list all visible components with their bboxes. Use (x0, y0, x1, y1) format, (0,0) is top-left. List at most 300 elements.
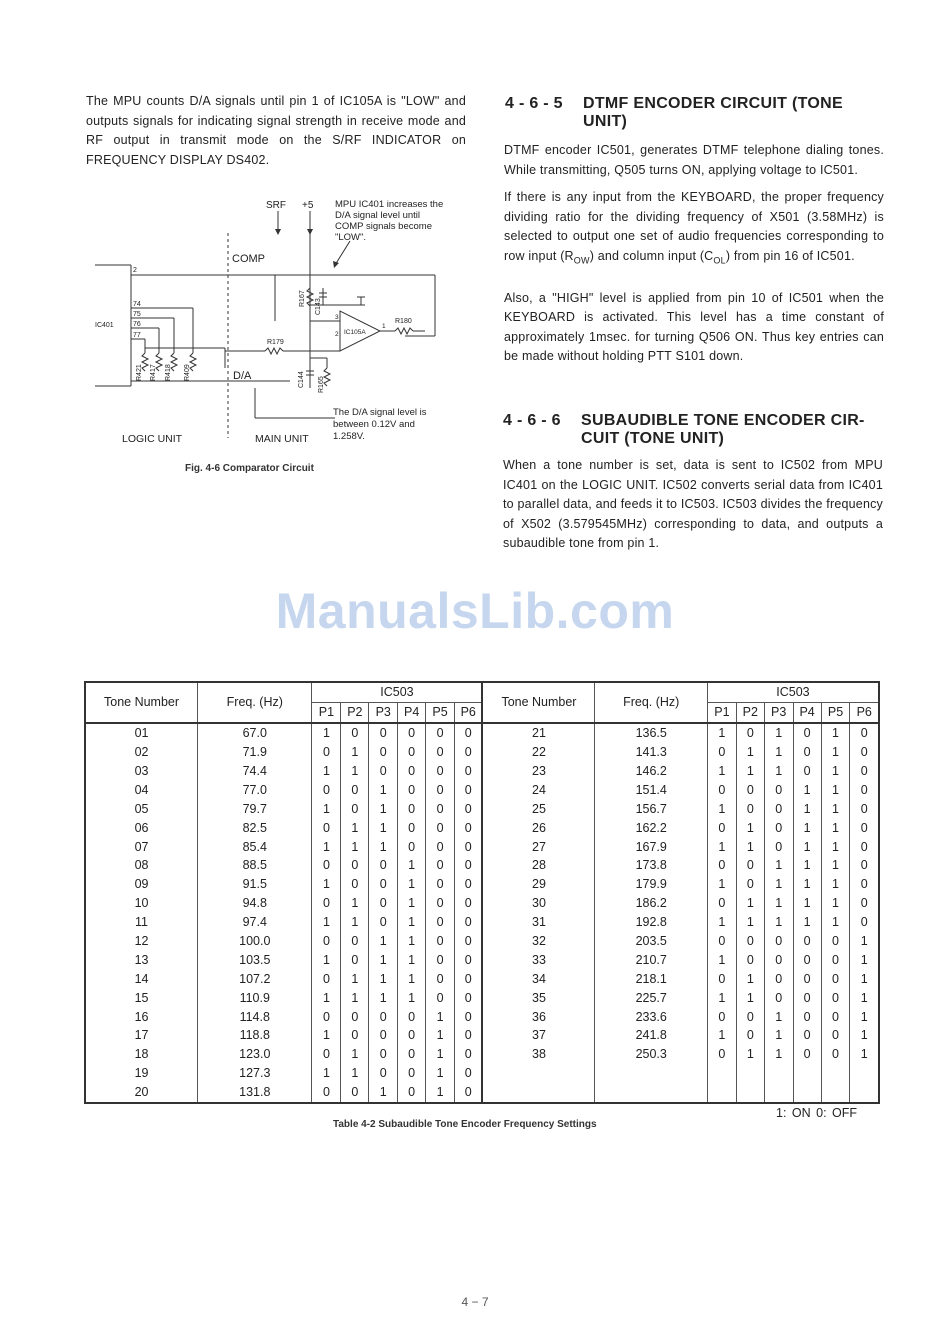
pin-cell: 0 (707, 780, 736, 799)
tone-number-cell: 33 (482, 950, 595, 969)
comparator-circuit-diagram (95, 193, 475, 458)
pin-cell: 0 (707, 743, 736, 762)
pin-cell: 0 (455, 875, 483, 894)
pin-cell: 0 (369, 1045, 398, 1064)
tone-number-cell: 05 (85, 799, 198, 818)
pin-cell: 1 (398, 950, 426, 969)
pin-cell: 1 (341, 818, 369, 837)
pin-cell (764, 1083, 793, 1103)
section-4-6-5-title-line2: UNIT) (583, 113, 628, 130)
pin-cell: 0 (736, 780, 764, 799)
pin-cell: 0 (398, 1064, 426, 1083)
pin-cell: 1 (793, 837, 821, 856)
freq-cell: 123.0 (198, 1045, 312, 1064)
pin-cell: 1 (398, 913, 426, 932)
freq-cell (595, 1064, 707, 1083)
tone-number-cell: 18 (85, 1045, 198, 1064)
tone-number-cell: 02 (85, 743, 198, 762)
pin-cell: 0 (793, 969, 821, 988)
table-row (85, 1064, 879, 1083)
pin-cell: 0 (312, 969, 341, 988)
pin-cell: 1 (821, 762, 850, 781)
pin-cell: 0 (341, 1083, 369, 1103)
tone-number-cell: 23 (482, 762, 595, 781)
freq-cell: 131.8 (198, 1083, 312, 1103)
tone-number-cell: 29 (482, 875, 595, 894)
pin-cell: 1 (850, 1045, 879, 1064)
pin-cell: 1 (369, 799, 398, 818)
pin-cell: 0 (455, 762, 483, 781)
pin-cell: 0 (707, 818, 736, 837)
pin-cell: 1 (426, 1064, 455, 1083)
pin-cell: 1 (707, 723, 736, 743)
opamp-pin2-label: 2 (335, 331, 339, 338)
watermark: ManualsLib.com (275, 583, 675, 639)
tone-number-cell: 06 (85, 818, 198, 837)
dtmf-p2-mid: ) and column input (C (589, 248, 714, 263)
pin-cell: 1 (821, 875, 850, 894)
freq-cell: 179.9 (595, 875, 707, 894)
tone-number-cell: 22 (482, 743, 595, 762)
r167-label: R167 (299, 290, 306, 307)
pin-cell: 0 (398, 743, 426, 762)
pin-cell: 0 (341, 799, 369, 818)
pin-cell: 1 (312, 950, 341, 969)
pin-cell: 1 (707, 988, 736, 1007)
pin-cell: 1 (793, 913, 821, 932)
pin-cell: 0 (736, 875, 764, 894)
pin-cell: 1 (341, 762, 369, 781)
pin-cell: 1 (312, 988, 341, 1007)
pin-cell: 1 (736, 969, 764, 988)
pin-cell: 0 (426, 856, 455, 875)
logic-unit-label: LOGIC UNIT (122, 433, 183, 445)
pin-cell: 0 (850, 723, 879, 743)
pin-cell: 0 (707, 1045, 736, 1064)
pin-cell: 1 (369, 950, 398, 969)
tone-number-cell: 26 (482, 818, 595, 837)
pin-cell: 1 (341, 894, 369, 913)
header-tone-number: Tone Number (85, 682, 198, 723)
pin-cell: 1 (793, 856, 821, 875)
pin-cell: 0 (793, 743, 821, 762)
pin-cell: 1 (793, 780, 821, 799)
pin-cell: 0 (455, 1064, 483, 1083)
pin-cell: 0 (426, 799, 455, 818)
freq-cell: 218.1 (595, 969, 707, 988)
pin-cell: 0 (736, 1026, 764, 1045)
pin-cell: 1 (398, 988, 426, 1007)
section-4-6-6-number: 4 - 6 - 6 (503, 412, 561, 429)
pin-77-label: 77 (133, 332, 141, 339)
header-freq-right: Freq. (Hz) (595, 682, 707, 723)
pin-cell: 0 (398, 1026, 426, 1045)
tone-table-body (85, 723, 879, 1103)
tone-number-cell: 37 (482, 1026, 595, 1045)
pin-cell: 1 (821, 780, 850, 799)
pin-cell: 0 (455, 799, 483, 818)
pin-cell: 1 (707, 875, 736, 894)
pin-cell: 1 (793, 894, 821, 913)
freq-cell: 71.9 (198, 743, 312, 762)
tone-number-cell (482, 1064, 595, 1083)
pin-cell: 1 (821, 856, 850, 875)
pin-cell: 0 (426, 988, 455, 1007)
freq-cell: 94.8 (198, 894, 312, 913)
freq-cell: 79.7 (198, 799, 312, 818)
pin-cell: 0 (341, 1007, 369, 1026)
pin-cell: 0 (398, 762, 426, 781)
table-row (85, 762, 879, 781)
pin-cell: 0 (426, 894, 455, 913)
pin-cell: 1 (369, 818, 398, 837)
mpu-note-1: MPU IC401 increases the (335, 199, 444, 210)
pin-cell: 1 (850, 969, 879, 988)
pin-cell: 0 (736, 1007, 764, 1026)
pin-cell: 1 (369, 780, 398, 799)
freq-cell: 67.0 (198, 723, 312, 743)
pin-cell: 1 (398, 969, 426, 988)
da-note-1: The D/A signal level is (333, 407, 427, 418)
pin-cell: 0 (707, 856, 736, 875)
pin-cell: 1 (312, 875, 341, 894)
pin-cell: 0 (764, 799, 793, 818)
tone-number-cell: 11 (85, 913, 198, 932)
freq-cell: 100.0 (198, 932, 312, 951)
pin-cell: 1 (312, 799, 341, 818)
tone-number-cell: 14 (85, 969, 198, 988)
header-p6-right: P6 (850, 702, 879, 722)
opamp-pin1-label: 1 (382, 323, 386, 330)
pin-cell: 0 (341, 780, 369, 799)
pin-cell: 0 (369, 723, 398, 743)
pin-cell: 0 (850, 894, 879, 913)
table-row (85, 799, 879, 818)
freq-cell: 186.2 (595, 894, 707, 913)
pin-cell: 0 (455, 743, 483, 762)
section-4-6-5-title-line1: DTMF ENCODER CIRCUIT (TONE (583, 95, 843, 112)
table-row (85, 988, 879, 1007)
main-unit-label: MAIN UNIT (255, 433, 309, 445)
ic401-label: IC401 (95, 322, 114, 329)
section-4-6-6-title-line1: SUBAUDIBLE TONE ENCODER CIR- (581, 412, 865, 429)
section-4-6-5-heading (505, 95, 885, 131)
pin-cell: 0 (455, 1083, 483, 1103)
tone-number-cell: 16 (85, 1007, 198, 1026)
pin-cell: 1 (341, 969, 369, 988)
tone-number-cell: 21 (482, 723, 595, 743)
pin-cell: 0 (736, 856, 764, 875)
table-row (85, 723, 879, 743)
pin-cell: 1 (312, 1026, 341, 1045)
pin-cell: 1 (793, 799, 821, 818)
pin-cell: 1 (821, 913, 850, 932)
pin-cell: 0 (341, 950, 369, 969)
pin-cell: 0 (369, 1007, 398, 1026)
pin-cell: 0 (426, 932, 455, 951)
section-4-6-5-number: 4 - 6 - 5 (505, 95, 563, 112)
pin-cell: 0 (455, 1007, 483, 1026)
pin-cell: 1 (341, 913, 369, 932)
tone-number-cell: 19 (85, 1064, 198, 1083)
pin-cell: 0 (793, 950, 821, 969)
header-ic503-right: IC503 (707, 682, 879, 702)
pin-cell: 0 (341, 1026, 369, 1045)
pin-cell: 0 (398, 1083, 426, 1103)
freq-cell (595, 1083, 707, 1103)
table-row (85, 780, 879, 799)
pin-cell: 1 (793, 875, 821, 894)
pin-cell: 0 (312, 818, 341, 837)
pin-cell: 1 (398, 932, 426, 951)
pin-cell: 1 (764, 1026, 793, 1045)
pin-cell (793, 1064, 821, 1083)
r409-label: R409 (184, 364, 191, 381)
tone-number-cell: 03 (85, 762, 198, 781)
header-tone-number-right: Tone Number (482, 682, 595, 723)
pin-cell: 1 (707, 799, 736, 818)
tone-number-cell: 34 (482, 969, 595, 988)
freq-cell: 192.8 (595, 913, 707, 932)
pin-cell: 0 (850, 799, 879, 818)
freq-cell: 141.3 (595, 743, 707, 762)
pin-cell: 0 (369, 762, 398, 781)
pin-75-label: 75 (133, 311, 141, 318)
r421-label: R421 (136, 364, 143, 381)
pin-cell: 0 (426, 837, 455, 856)
tone-number-cell: 17 (85, 1026, 198, 1045)
pin-cell: 0 (850, 875, 879, 894)
pin-cell: 0 (455, 780, 483, 799)
freq-cell: 127.3 (198, 1064, 312, 1083)
header-ic503: IC503 (312, 682, 482, 702)
pin-cell: 0 (426, 780, 455, 799)
section-4-6-6-body: When a tone number is set, data is sent to IC502 from MPU IC401 on the LOGIC UNIT. IC502 converts serial data from IC401 to parallel data, and feeds it to IC503. IC503 divides the frequency of X502 (3.579545MHz) corresponding to data, and outputs a subaudible tone from pin 1. (503, 458, 883, 550)
pin-cell: 0 (764, 950, 793, 969)
freq-cell: 162.2 (595, 818, 707, 837)
pin-cell: 0 (455, 1045, 483, 1064)
pin-cell: 1 (764, 1007, 793, 1026)
tone-frequency-table (84, 681, 880, 1104)
pin-cell (821, 1083, 850, 1103)
pin-cell: 1 (736, 743, 764, 762)
table-row (85, 743, 879, 762)
pin-cell: 1 (369, 969, 398, 988)
pin-cell: 0 (312, 1007, 341, 1026)
freq-cell: 85.4 (198, 837, 312, 856)
table-row (85, 875, 879, 894)
figure-caption: Fig. 4-6 Comparator Circuit (185, 463, 314, 474)
pin-cell: 0 (398, 818, 426, 837)
pin-cell (821, 1064, 850, 1083)
pin-cell: 1 (736, 894, 764, 913)
pin-cell: 0 (764, 932, 793, 951)
pin-cell: 0 (764, 988, 793, 1007)
tone-number-cell: 35 (482, 988, 595, 1007)
pin-cell: 1 (736, 762, 764, 781)
table-row (85, 1026, 879, 1045)
table-row (85, 969, 879, 988)
pin-cell: 1 (736, 818, 764, 837)
pin-cell: 0 (426, 950, 455, 969)
pin-cell: 0 (821, 950, 850, 969)
pin-cell: 0 (398, 1007, 426, 1026)
header-p2-right: P2 (736, 702, 764, 722)
pin-cell: 0 (850, 913, 879, 932)
tone-number-cell: 13 (85, 950, 198, 969)
header-p4-right: P4 (793, 702, 821, 722)
pin-cell: 0 (707, 932, 736, 951)
tone-number-cell: 25 (482, 799, 595, 818)
pin-cell: 0 (455, 723, 483, 743)
pin-cell: 1 (821, 743, 850, 762)
pin-cell: 0 (793, 1045, 821, 1064)
pin-cell: 1 (398, 875, 426, 894)
pin-cell: 1 (736, 837, 764, 856)
pin-cell: 1 (312, 913, 341, 932)
pin-cell: 0 (426, 969, 455, 988)
pin-cell: 1 (341, 988, 369, 1007)
pin-cell: 1 (312, 837, 341, 856)
table-row (85, 856, 879, 875)
tone-number-cell: 12 (85, 932, 198, 951)
dtmf-p2-sub-col: OL (713, 255, 726, 265)
header-p5: P5 (426, 702, 455, 722)
pin-cell: 0 (312, 1083, 341, 1103)
pin-cell: 1 (312, 762, 341, 781)
pin-cell: 0 (764, 837, 793, 856)
legend: 1: ON 0: OFF (776, 1106, 858, 1120)
pin-cell: 0 (455, 818, 483, 837)
pin-cell: 0 (341, 875, 369, 894)
opamp-pin3-label: 3 (335, 314, 339, 321)
freq-cell: 225.7 (595, 988, 707, 1007)
pin-cell: 1 (426, 1026, 455, 1045)
pin-cell: 0 (312, 894, 341, 913)
header-p3-right: P3 (764, 702, 793, 722)
header-p1-right: P1 (707, 702, 736, 722)
pin-cell: 1 (850, 950, 879, 969)
pin-cell (850, 1083, 879, 1103)
tone-number-cell: 07 (85, 837, 198, 856)
pin-cell: 0 (426, 875, 455, 894)
header-p1: P1 (312, 702, 341, 722)
freq-cell: 146.2 (595, 762, 707, 781)
pin-cell (793, 1083, 821, 1103)
pin-cell: 0 (850, 837, 879, 856)
header-p4: P4 (398, 702, 426, 722)
c144-label: C144 (298, 371, 305, 388)
pin-cell: 0 (821, 969, 850, 988)
pin-cell: 0 (821, 932, 850, 951)
pin-cell: 0 (821, 1007, 850, 1026)
pin-cell: 1 (707, 950, 736, 969)
pin-cell: 0 (341, 932, 369, 951)
pin-cell: 0 (793, 1007, 821, 1026)
table-row (85, 837, 879, 856)
r180-label: R180 (395, 318, 412, 325)
comp-label: COMP (232, 253, 265, 265)
ic105a-label: IC105A (344, 329, 366, 336)
pin-cell: 1 (369, 1083, 398, 1103)
pin-cell: 0 (793, 1026, 821, 1045)
freq-cell: 156.7 (595, 799, 707, 818)
da-label: D/A (233, 370, 252, 382)
pin-cell: 1 (398, 856, 426, 875)
pin-cell: 0 (736, 723, 764, 743)
pin-cell: 0 (455, 932, 483, 951)
pin-cell: 0 (426, 762, 455, 781)
freq-cell: 110.9 (198, 988, 312, 1007)
pin-cell: 1 (312, 1064, 341, 1083)
tone-number-cell: 30 (482, 894, 595, 913)
table-caption: Table 4-2 Subaudible Tone Encoder Frequency Settings (333, 1119, 597, 1130)
dtmf-paragraph-3: Also, a "HIGH" level is applied from pin 10 of IC501 when the KEYBOARD is activated. This level has a time constant of approximately 1msec. for turning Q506 ON. Thus key entries can be made without holding PTT S101 down. (504, 290, 884, 363)
da-note-3: 1.258V. (333, 431, 365, 442)
pin-cell: 1 (736, 988, 764, 1007)
pin-cell: 1 (736, 913, 764, 932)
table-row (85, 932, 879, 951)
tone-number-cell: 20 (85, 1083, 198, 1103)
pin-cell: 1 (850, 1026, 879, 1045)
pin-cell: 1 (850, 932, 879, 951)
pin-cell: 0 (312, 780, 341, 799)
freq-cell: 241.8 (595, 1026, 707, 1045)
pin-cell: 1 (764, 894, 793, 913)
header-p6: P6 (455, 702, 483, 722)
table-row (85, 818, 879, 837)
tone-number-cell: 04 (85, 780, 198, 799)
pin-cell: 0 (793, 723, 821, 743)
pin-cell: 0 (850, 818, 879, 837)
freq-cell: 103.5 (198, 950, 312, 969)
r179-label: R179 (267, 339, 284, 346)
pin-cell: 0 (455, 950, 483, 969)
pin-cell: 0 (736, 932, 764, 951)
freq-cell: 74.4 (198, 762, 312, 781)
pin-cell: 0 (764, 780, 793, 799)
pin-cell: 0 (707, 894, 736, 913)
da-note-2: between 0.12V and (333, 419, 415, 430)
tone-number-cell: 09 (85, 875, 198, 894)
pin-cell: 0 (850, 780, 879, 799)
pin-cell: 0 (312, 856, 341, 875)
pin-cell: 1 (369, 988, 398, 1007)
pin-cell: 0 (398, 780, 426, 799)
header-p2: P2 (341, 702, 369, 722)
pin-cell: 1 (707, 913, 736, 932)
freq-cell: 167.9 (595, 837, 707, 856)
pin-cell: 1 (426, 1007, 455, 1026)
page-number: 4 − 7 (461, 1295, 489, 1309)
pin-cell: 1 (764, 723, 793, 743)
c143-label: C143 (315, 298, 322, 315)
pin-cell (764, 1064, 793, 1083)
table-row (85, 894, 879, 913)
pin-cell: 0 (341, 856, 369, 875)
pin-cell: 1 (850, 988, 879, 1007)
pin-cell: 0 (369, 856, 398, 875)
pin-cell: 0 (455, 969, 483, 988)
freq-cell: 88.5 (198, 856, 312, 875)
pin-cell: 1 (426, 1045, 455, 1064)
tone-number-cell: 01 (85, 723, 198, 743)
pin-76-label: 76 (133, 321, 141, 328)
pin-cell: 0 (426, 913, 455, 932)
pin-cell (707, 1064, 736, 1083)
tone-number-cell: 10 (85, 894, 198, 913)
pin-cell: 0 (821, 1026, 850, 1045)
